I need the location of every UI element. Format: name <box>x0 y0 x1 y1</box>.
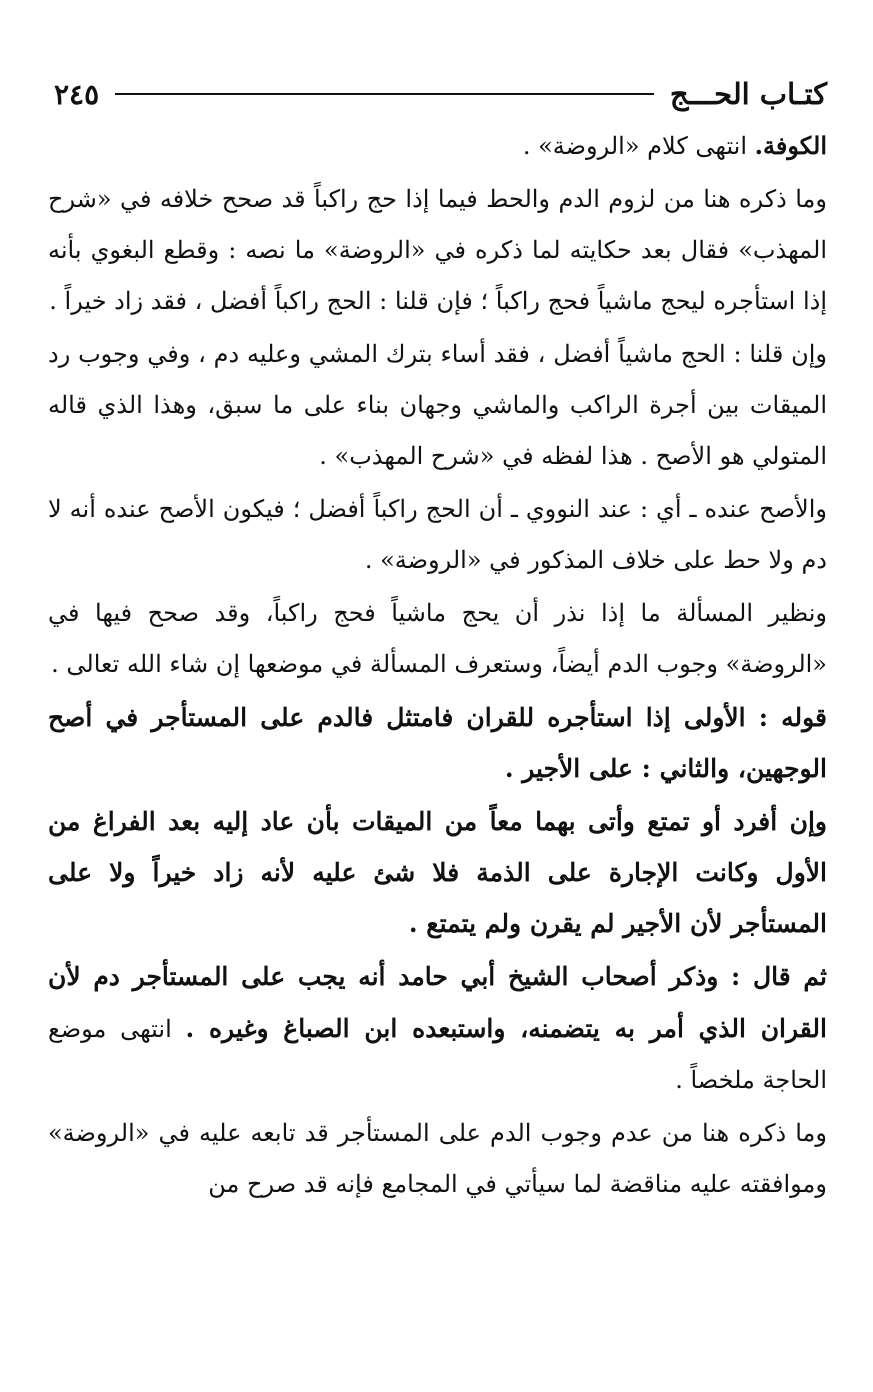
paragraph-lead: الكوفة. <box>754 131 827 160</box>
paragraph-text: وإن أفرد أو تمتع وأتى بهما معاً من الميقات بأن عاد إليه بعد الفراغ من الأول وكانت الإجارة على الذمة فلا شئ عليه لأنه زاد خيراً ولا على المستأجر لأن الأجير لم يقرن ولم يتمتع . <box>48 807 827 938</box>
paragraph <box>48 951 827 1106</box>
header-rule <box>115 93 654 95</box>
running-title: كتـاب الحـــج <box>669 77 827 111</box>
page-number: ٢٤٥ <box>54 77 100 111</box>
matn-paragraph <box>48 796 827 949</box>
paragraph-text: والأصح عنده ـ أي : عند النووي ـ أن الحج راكباً أفضل ؛ فيكون الأصح عنده أنه لا دم ولا حط على خلاف المذكور في «الروضة» . <box>48 495 827 574</box>
paragraph-text: وإن قلنا : الحج ماشياً أفضل ، فقد أساء بترك المشي وعليه دم ، وفي وجوب رد الميقات بين أجرة الراكب والماشي وجهان بناء على ما سبق، وهذا الذي قاله المتولي هو الأصح . هذا لفظه في «شرح المهذب» . <box>48 340 827 470</box>
paragraph-lead: ثم قال : وذكر أصحاب الشيخ أبي حامد أنه يجب على المستأجر دم لأن القران الذي أمر به يتضمنه، واستبعده ابن الصباغ وغيره . <box>48 962 827 1043</box>
paragraph <box>48 588 827 690</box>
matn-paragraph <box>48 692 827 794</box>
paragraph <box>48 120 827 172</box>
paragraph <box>48 484 827 586</box>
paragraph-text: وما ذكره هنا من لزوم الدم والحط فيما إذا حج راكباً قد صحح خلافه في «شرح المهذب» فقال بعد حكايته لما ذكره في «الروضة» ما نصه : وقطع البغوي بأنه إذا استأجره ليحج ماشياً فحج راكباً ؛ فإن قلنا : الحج راكباً أفضل ، فقد زاد خيراً . <box>48 185 827 315</box>
page-body <box>48 120 827 1210</box>
paragraph-text: وما ذكره هنا من عدم وجوب الدم على المستأجر قد تابعه عليه في «الروضة» وموافقته عليه مناقضة لما سيأتي في المجامع فإنه قد صرح من <box>48 1119 827 1198</box>
paragraph <box>48 329 827 482</box>
paragraph-text: قوله : الأولى إذا استأجره للقران فامتثل فالدم على المستأجر في أصح الوجهين، والثاني : على الأجير . <box>48 703 827 783</box>
page-header <box>48 72 827 116</box>
paragraph-text: انتهى موضع الحاجة ملخصاً . <box>48 1015 827 1094</box>
paragraph-text: ونظير المسألة ما إذا نذر أن يحج ماشياً فحج راكباً، وقد صحح فيها في «الروضة» وجوب الدم أيضاً، وستعرف المسألة في موضعها إن شاء الله تعالى . <box>48 599 827 678</box>
paragraph <box>48 1108 827 1210</box>
paragraph <box>48 174 827 327</box>
paragraph-text: انتهى كلام «الروضة» . <box>522 132 755 160</box>
